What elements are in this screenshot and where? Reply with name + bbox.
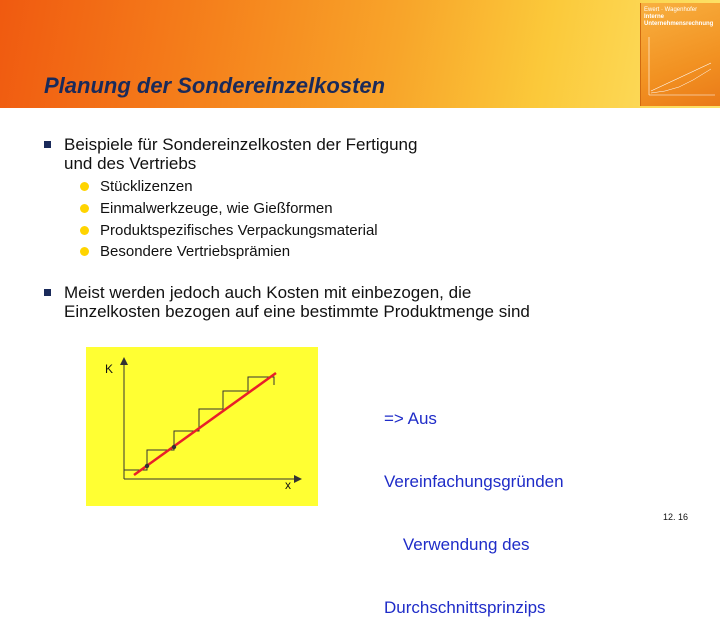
note-line: Verwendung des bbox=[384, 535, 530, 554]
sub-item-verpackungsmaterial: Produktspezifisches Verpackungsmaterial bbox=[100, 222, 378, 239]
bullet-line: Beispiele für Sondereinzelkosten der Fertigung bbox=[64, 135, 418, 154]
book-cover-thumbnail bbox=[640, 3, 720, 106]
bullet-text bbox=[64, 135, 417, 173]
sub-bullet-dot bbox=[80, 182, 89, 191]
x-axis-label: x bbox=[285, 478, 291, 492]
bullet-line: Einzelkosten bezogen auf eine bestimmte Produktmenge sind bbox=[64, 302, 530, 321]
sub-item-vertriebspraemien: Besondere Vertriebsprämien bbox=[100, 243, 291, 260]
bullet-marker bbox=[44, 289, 51, 296]
sub-bullet-dot bbox=[80, 226, 89, 235]
step-marker bbox=[145, 464, 149, 468]
step-marker bbox=[172, 445, 176, 449]
y-axis-label: K bbox=[105, 362, 114, 376]
cost-step-diagram bbox=[86, 347, 318, 506]
bullet-text bbox=[64, 283, 530, 321]
bullet-line: Meist werden jedoch auch Kosten mit einbezogen, die bbox=[64, 283, 472, 302]
note-line: => Aus bbox=[384, 409, 437, 428]
book-title-line2: Unternehmensrechnung bbox=[644, 21, 714, 27]
sub-item-einmalwerkzeuge: Einmalwerkzeuge, wie Gießformen bbox=[100, 200, 333, 217]
sub-bullet-dot bbox=[80, 247, 89, 256]
conclusion-note bbox=[384, 366, 564, 639]
book-author: Ewert · Wagenhofer bbox=[644, 7, 698, 13]
average-cost-line bbox=[134, 373, 276, 475]
header-divider bbox=[0, 108, 720, 111]
bullet-line: und des Vertriebs bbox=[64, 154, 197, 173]
y-axis-arrow bbox=[120, 357, 128, 365]
page-number: 12. 16 bbox=[663, 512, 689, 522]
book-cover-graph-icon bbox=[645, 33, 717, 99]
note-line: Durchschnittsprinzips bbox=[384, 598, 546, 617]
page-title: Planung der Sondereinzelkosten bbox=[44, 73, 386, 98]
book-title-line1: Interne bbox=[644, 14, 665, 20]
diagram-graphic bbox=[86, 347, 318, 506]
sub-item-stuecklizenzen: Stücklizenzen bbox=[100, 178, 193, 195]
sub-bullet-dot bbox=[80, 204, 89, 213]
note-line: Vereinfachungsgründen bbox=[384, 472, 564, 491]
bullet-marker bbox=[44, 141, 51, 148]
x-axis-arrow bbox=[294, 475, 302, 483]
